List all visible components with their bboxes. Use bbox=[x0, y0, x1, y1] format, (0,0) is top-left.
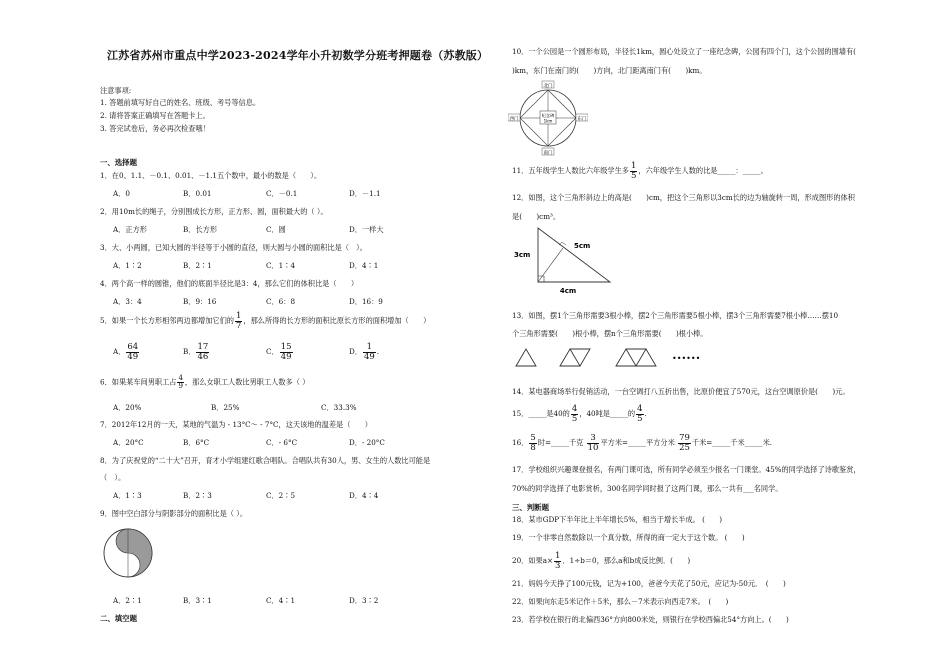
note-item: 2. 请将答案正确填写在答题卡上。 bbox=[100, 111, 210, 120]
map-south-gate: 南门 bbox=[543, 151, 553, 156]
fraction: $\frac{1}{7}$ bbox=[235, 311, 242, 331]
question-22: 22．如果向东走5米记作＋5米，那么－7米表示向西走7米。 ( ) bbox=[512, 597, 729, 606]
fraction: $\frac{5}{8}$ bbox=[530, 433, 536, 453]
triangle-stick-pattern-figure bbox=[512, 346, 727, 370]
q5-option-d: D． $\frac{1}{49}$ . bbox=[349, 342, 380, 362]
triangle-side-left: 3cm bbox=[514, 251, 531, 259]
map-north-gate: 北门 bbox=[543, 84, 553, 89]
note-item: 3. 答完试卷后，务必再次检查哦！ bbox=[100, 124, 210, 133]
map-monument: 纪念碑 bbox=[541, 113, 555, 118]
q6-option-c: C．33.3% bbox=[321, 403, 357, 412]
q1-option-a: A．0 bbox=[113, 189, 130, 198]
fraction: $\frac{1}{3}$ bbox=[555, 551, 561, 571]
q2-option-c: C．圆 bbox=[266, 225, 286, 234]
q8-option-a: A．1∶3 bbox=[113, 491, 142, 500]
question-20: 20．如果a× $\frac{1}{3}$ ．1÷b＝0，那么a和b成反比例．( ) bbox=[512, 551, 691, 571]
question-11: 11．五年级学生人数比六年级学生多 $\frac{1}{5}$ ，六年级学生人数的比是_____：_____。 bbox=[512, 161, 768, 181]
question-14: 14．某电器商场举行促销活动，一台空调打八五折出售，比原价便宜了570元，这台空调原价是( )元。 bbox=[512, 387, 850, 396]
page-title: 江苏省苏州市重点中学2023-2024学年小升初数学分班考押题卷（苏教版） bbox=[107, 49, 489, 62]
q9-option-b: B．3∶1 bbox=[183, 596, 212, 605]
fraction: $\frac{4}{5}$ bbox=[637, 404, 643, 424]
question-6: 6．如果某车间男职工占 $\frac{4}{9}$ ，那么女职工人数比男职工人数多（ ） bbox=[100, 374, 310, 390]
question-13-cont: 个三角形需要( )根小棒，摆n个三角形需要( )根小棒。 bbox=[512, 329, 708, 338]
q2-option-d: D．一样大 bbox=[349, 225, 384, 234]
question-19: 19．一个非零自然数除以一个真分数，所得的商一定大于这个数。 ( ) bbox=[512, 533, 745, 542]
question-7: 7．2012年12月的一天，某地的气温为 - 13°C～ - 7°C，这天该地的温差是（ ） bbox=[100, 420, 372, 429]
q1-option-b: B．0.01 bbox=[183, 189, 212, 198]
triangle-side-bottom: 4cm bbox=[559, 287, 577, 295]
q5-option-a: A． $\frac{64}{49}$ bbox=[113, 342, 139, 362]
q1-option-d: D．－1.1 bbox=[349, 189, 381, 198]
question-9: 9．图中空白部分与阴影部分的面积比是（ ）。 bbox=[100, 509, 248, 518]
fraction: $\frac{1}{5}$ bbox=[630, 161, 637, 181]
question-4: 4．两个高一样的圆锥，他们的底面半径比是3：4，那么它们的体积比是（ ） bbox=[100, 279, 359, 288]
map-west-gate: 西门 bbox=[509, 117, 519, 122]
question-10: 10．一个公园是一个圆形布局，半径长1km，圆心处设立了一座纪念碑，公园有四个门，这个公园的围墙有( bbox=[512, 47, 856, 56]
right-triangle-figure bbox=[512, 224, 627, 296]
q3-option-d: D．4∶1 bbox=[349, 261, 379, 270]
q4-option-a: A．3：4 bbox=[113, 297, 142, 306]
question-5: 5．如果一个长方形相邻两边都增加它们的 $\frac{1}{7}$ ，那么所得的长方形的面积比原长方形的面积增加（ ） bbox=[100, 311, 431, 331]
question-17-cont: 70%的同学选择了电影赏析，300名同学同时报了这两门课，那么一共有___名同学。 bbox=[512, 484, 783, 493]
triangle-side-hypotenuse: 5cm bbox=[574, 242, 591, 250]
question-10-cont: )km，东门在南门的( )方向，北门距离南门有( )km。 bbox=[512, 66, 707, 75]
q8-option-b: B．2∶3 bbox=[183, 491, 212, 500]
q9-option-c: C．4∶1 bbox=[266, 596, 296, 605]
q3-option-b: B．2∶1 bbox=[183, 261, 212, 270]
map-east-gate: 东门 bbox=[577, 117, 587, 122]
fraction: $\frac{4}{5}$ bbox=[571, 404, 578, 424]
question-8-cont: （ ）。 bbox=[100, 473, 126, 482]
section-judge-heading: 三、判断题 bbox=[512, 503, 549, 512]
q2-option-a: A．正方形 bbox=[113, 225, 147, 234]
question-1: 1．在0、1.1、－0.1、0.01、－1.1五个数中，最小的数是（ ）。 bbox=[100, 171, 322, 180]
q6-option-a: A．20% bbox=[113, 403, 142, 412]
fraction: $\frac{4}{9}$ bbox=[178, 374, 183, 390]
question-12: 12．如图，这个三角形斜边上的高是( )cm，把这个三角形以3cm长的边为轴旋转一周，形成图形的体积 bbox=[512, 193, 855, 202]
question-16: 16． $\frac{5}{8}$ 时=_____千克 $\frac{3}{10}$ 平方米=_____平方分米 $\frac{79}{25}$ 千米=_____千米_____米. bbox=[512, 433, 773, 453]
q3-option-c: C．1∶4 bbox=[266, 261, 296, 270]
question-23: 23．若学校在银行的北偏西36°方向800米处，则银行在学校西偏北54°方向上。( ) bbox=[512, 615, 789, 624]
park-map-figure bbox=[508, 80, 588, 158]
q2-option-b: B．长方形 bbox=[183, 225, 218, 234]
ellipsis-dots: •••••• bbox=[672, 354, 701, 363]
q7-option-d: D．- 20°C bbox=[349, 438, 385, 447]
question-21: 21．妈妈今天挣了100元钱，记为+100，爸爸今天花了50元，应记为-50元． ( ) bbox=[512, 579, 786, 588]
question-3: 3．大、小两圆，已知大圆的半径等于小圆的直径，则大圆与小圆的面积比是（ ）。 bbox=[100, 243, 367, 252]
fraction: $\frac{79}{25}$ bbox=[679, 433, 690, 453]
question-12-cont: 是( )cm³。 bbox=[512, 212, 561, 221]
note-item: 1. 答题前填写好自己的姓名、班级、考号等信息。 bbox=[100, 98, 261, 107]
section-choice-heading: 一、选择题 bbox=[100, 158, 137, 167]
q4-option-b: B．9：16 bbox=[183, 297, 217, 306]
q8-option-d: D．4∶4 bbox=[349, 491, 379, 500]
section-fill-heading: 二、填空题 bbox=[100, 614, 137, 623]
question-15: 15．_____是40的 $\frac{4}{5}$ ，40吨是_____的 $\frac{4}{5}$ . bbox=[512, 404, 647, 424]
q4-option-d: D．16：9 bbox=[349, 297, 383, 306]
q4-option-c: C．6：8 bbox=[266, 297, 296, 306]
q7-option-b: B．6°C bbox=[183, 438, 210, 447]
q9-option-a: A．2∶1 bbox=[113, 596, 142, 605]
question-17: 17．学校组织兴趣课登报名，有两门课可选，所有同学必须至少报名一门课堂。45%的同学选择了诗歌鉴赏， bbox=[512, 465, 861, 474]
question-13: 13．如图，摆1个三角形需要3根小棒，摆2个三角形需要5根小棒，摆3个三角形需要7根小棒……摆10 bbox=[512, 311, 839, 320]
q7-option-c: C．- 6°C bbox=[266, 438, 298, 447]
yin-yang-circle-figure bbox=[102, 527, 154, 579]
q1-option-c: C．－0.1 bbox=[266, 189, 298, 198]
q3-option-a: A．1∶2 bbox=[113, 261, 142, 270]
q9-option-d: D．3∶2 bbox=[349, 596, 379, 605]
fraction: $\frac{3}{10}$ bbox=[587, 433, 599, 453]
q5-option-c: C． $\frac{15}{49}$ bbox=[266, 342, 292, 362]
q8-option-c: C．2∶5 bbox=[266, 491, 296, 500]
notes-heading: 注意事项: bbox=[100, 86, 132, 95]
q6-option-b: B．25% bbox=[211, 403, 240, 412]
q5-option-b: B． $\frac{17}{46}$ bbox=[183, 342, 209, 362]
question-2: 2．用10m长的绳子，分别围成长方形，正方形、圆，面积最大的（ ）。 bbox=[100, 207, 328, 216]
q7-option-a: A．20°C bbox=[113, 438, 144, 447]
map-scale: 1km bbox=[543, 118, 553, 124]
question-18: 18．某市GDP下半年比上半年增长5%，相当于增长半成。 ( ) bbox=[512, 515, 723, 524]
question-8: 8．为了庆祝党的“二十大”召开，育才小学组建红歌合唱队。合唱队共有30人，男、女生的人数比可能是 bbox=[100, 456, 431, 465]
